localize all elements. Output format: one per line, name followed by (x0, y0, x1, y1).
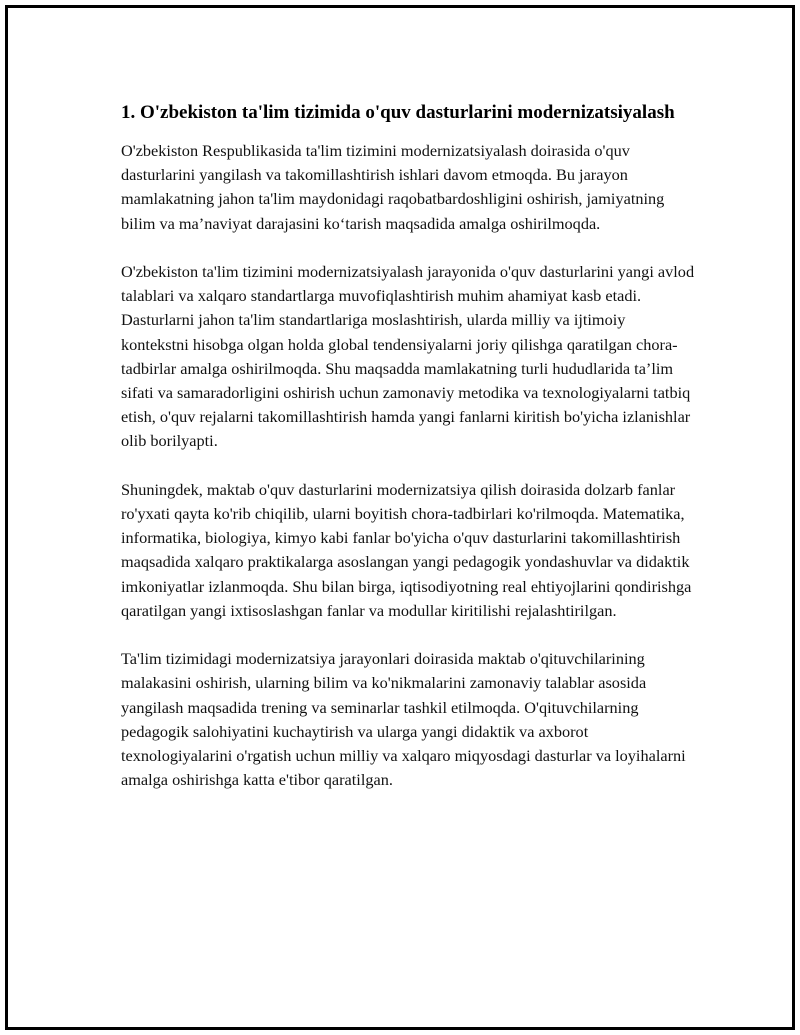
document-page (5, 5, 795, 1030)
paragraph-2: O'zbekiston ta'lim tizimini modernizatsiyalash jarayonida o'quv dasturlarini yangi avlod talablari va xalqaro standartlarga muvofiqlashtirish muhim ahamiyat kasb etadi. Dasturlarni jahon ta'lim standartlariga moslashtirish, ularda milliy va ijtimoiy kontekstni hisobga olgan holda global tendensiyalarni joriy qilishga qaratilgan chora-tadbirlar amalga oshirilmoqda. Shu maqsadda mamlakatning turli hududlarida ta’lim sifati va samaradorligini oshirish uchun zamonaviy metodika va texnologiyalarni tatbiq etish, o'quv rejalarni takomillashtirish hamda yangi fanlarni kiritish bo'yicha izlanishlar olib borilyapti. (121, 262, 695, 451)
paragraph-1: O'zbekiston Respublikasida ta'lim tizimini modernizatsiyalash doirasida o'quv dasturlarini yangilash va takomillashtirish ishlari davom etmoqda. Bu jarayon mamlakatning jahon ta'lim maydonidagi raqobatbardoshligini oshirish, jamiyatning bilim va ma’naviyat darajasini ko‘tarish maqsadida amalga oshirilmoqda. (121, 141, 665, 233)
document-body (121, 100, 696, 817)
paragraph-4: Ta'lim tizimidagi modernizatsiya jarayonlari doirasida maktab o'qituvchilarining malakasini oshirish, ularning bilim va ko'nikmalarini zamonaviy talablar asosida yangilash maqsadida trening va seminarlar tashkil etilmoqda. O'qituvchilarning pedagogik salohiyatini kuchaytirish va ularga yangi didaktik va axborot texnologiyalarini o'rgatish uchun milliy va xalqaro miqyosdagi dasturlar va loyihalarni amalga oshirishga katta e'tibor qaratilgan. (121, 649, 686, 790)
paragraph-3: Shuningdek, maktab o'quv dasturlarini modernizatsiya qilish doirasida dolzarb fanlar ro'yxati qayta ko'rib chiqilib, ularni boyitish chora-tadbirlari ko'rilmoqda. Matematika, informatika, biologiya, kimyo kabi fanlar bo'yicha o'quv dasturlarini takomillashtirish maqsadida xalqaro praktikalarga asoslangan yangi pedagogik yondashuvlar va didaktik imkoniyatlar izlanmoqda. Shu bilan birga, iqtisodiyotning real ehtiyojlarini qondirishga qaratilgan yangi ixtisoslashgan fanlar va modullar kiritilishi rejalashtirilgan. (121, 479, 692, 620)
section-heading: 1. O'zbekiston ta'lim tizimida o'quv dasturlarini modernizatsiyalash (121, 102, 675, 123)
